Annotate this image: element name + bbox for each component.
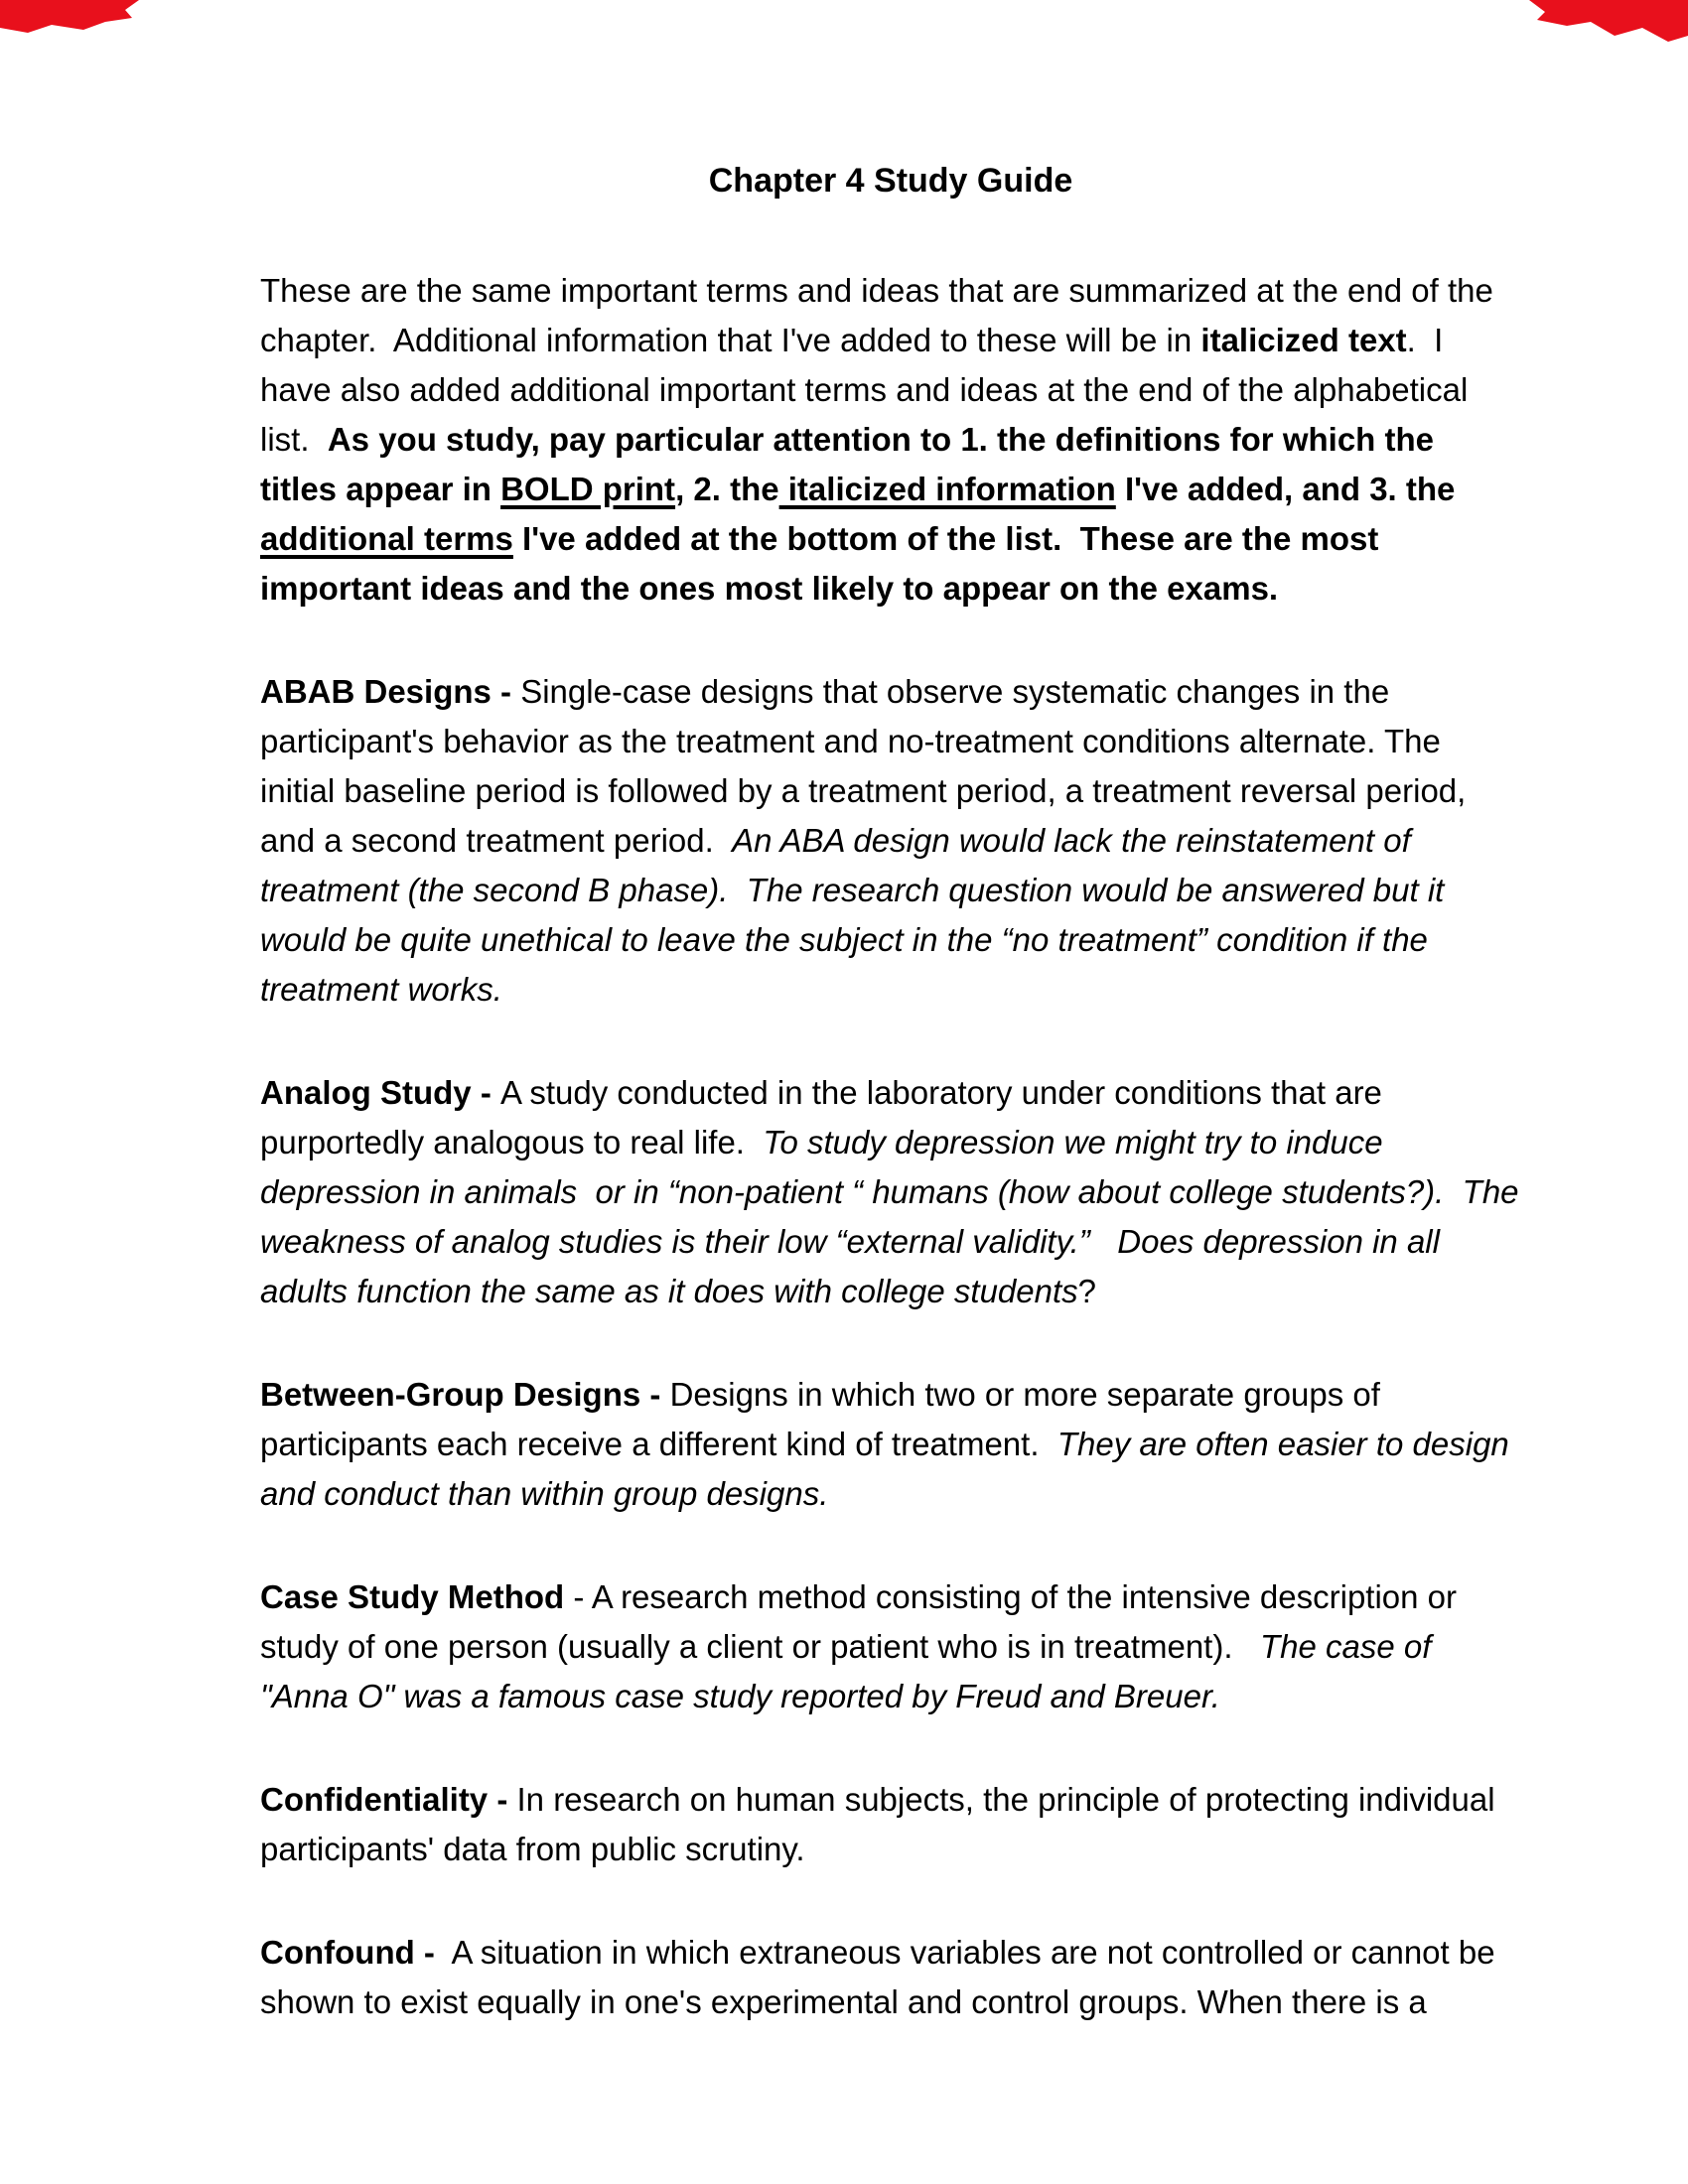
text-line — [260, 667, 1521, 717]
text-run: "Anna O" was a famous case study reported by Freud and Breuer. — [260, 1678, 1220, 1714]
text-run: . I — [1406, 322, 1444, 358]
text-run: These are the same important terms and ideas that are summarized at the end of the — [260, 272, 1493, 309]
red-corner-mark-top-right — [1529, 0, 1688, 46]
text-run: treatment (the second B phase). The research question would be answered but it — [260, 872, 1445, 908]
text-run: list. — [260, 421, 328, 458]
text-run: ABAB Designs - — [260, 673, 521, 710]
text-run: - A research method consisting of the intensive description or — [564, 1578, 1458, 1615]
paragraph — [260, 1068, 1521, 1316]
text-run: weakness of analog studies is their low “external validity.” Does depression in all — [260, 1223, 1440, 1260]
text-run: adults function the same as it does with college students — [260, 1273, 1078, 1309]
text-run: Confidentiality - — [260, 1781, 517, 1818]
text-run: The case of — [1260, 1628, 1432, 1665]
text-run: As you study, pay particular attention to 1. the definitions for which the — [327, 421, 1434, 458]
text-run: Between-Group Designs - — [260, 1376, 670, 1413]
text-line — [260, 1672, 1521, 1721]
paragraph — [260, 1775, 1521, 1874]
text-run: Analog Study - — [260, 1074, 500, 1111]
paragraph — [260, 1572, 1521, 1721]
paragraph — [260, 667, 1521, 1015]
text-run: ? — [1077, 1273, 1097, 1309]
text-run: titles appear in — [260, 471, 501, 507]
text-run: To study depression we might try to induce — [763, 1124, 1383, 1160]
text-run: have also added additional important terms and ideas at the end of the alphabetical — [260, 371, 1469, 408]
text-line — [260, 1267, 1521, 1316]
text-line — [260, 1167, 1521, 1217]
paragraph — [260, 1928, 1521, 2027]
text-run: chapter. Additional information that I've added to these will be in — [260, 322, 1201, 358]
text-run: , 2. the — [675, 471, 779, 507]
paragraph-list — [260, 266, 1521, 2027]
text-run: treatment works. — [260, 971, 502, 1008]
text-line — [260, 1118, 1521, 1167]
text-run: would be quite unethical to leave the subject in the “no treatment” condition if the — [260, 921, 1428, 958]
text-line — [260, 266, 1521, 316]
page-title: Chapter 4 Study Guide — [708, 162, 1073, 200]
text-line — [260, 316, 1521, 365]
text-line — [260, 1420, 1521, 1469]
text-line — [260, 465, 1521, 514]
text-run: italicized information — [778, 471, 1116, 507]
text-run: and conduct than within group designs. — [260, 1475, 829, 1512]
text-run: Single-case designs that observe systematic changes in the — [520, 673, 1390, 710]
text-run: I've added, and 3. the — [1115, 471, 1456, 507]
text-run: A study conducted in the laboratory under conditions that are — [500, 1074, 1382, 1111]
text-run: depression in animals or in “non-patient “ humans (how about college students?). The — [260, 1173, 1519, 1210]
paragraph — [260, 1370, 1521, 1519]
text-line — [260, 965, 1521, 1015]
text-line — [260, 717, 1521, 766]
text-line — [260, 1775, 1521, 1825]
text-line — [260, 1622, 1521, 1672]
text-run: Designs in which two or more separate groups of — [669, 1376, 1380, 1413]
text-run: Case Study Method — [260, 1578, 565, 1615]
text-line — [260, 915, 1521, 965]
text-run: participant's behavior as the treatment and no-treatment conditions alternate. The — [260, 723, 1441, 759]
text-line — [260, 1978, 1521, 2027]
text-run: In research on human subjects, the principle of protecting individual — [516, 1781, 1495, 1818]
text-run: A situation in which extraneous variables are not controlled or cannot be — [444, 1934, 1495, 1971]
text-run: purportedly analogous to real life. — [260, 1124, 764, 1160]
text-run: additional terms — [260, 520, 513, 557]
text-run: Confound - — [260, 1934, 445, 1971]
text-line — [260, 816, 1521, 866]
text-run: italicized text — [1200, 322, 1407, 358]
text-run: An ABA design would lack the reinstatement of — [732, 822, 1411, 859]
text-run: participants each receive a different kind of treatment. — [260, 1426, 1057, 1462]
text-line — [260, 766, 1521, 816]
document-content — [260, 160, 1521, 2027]
text-line — [260, 365, 1521, 415]
text-line — [260, 1370, 1521, 1420]
text-line — [260, 1217, 1521, 1267]
red-corner-mark-top-left — [0, 0, 149, 40]
text-run: They are often easier to design — [1056, 1426, 1509, 1462]
text-run: I've added at the bottom of the list. These are the most — [512, 520, 1379, 557]
text-run: and a second treatment period. — [260, 822, 733, 859]
paragraph — [260, 266, 1521, 614]
text-line — [260, 1068, 1521, 1118]
text-line — [260, 866, 1521, 915]
text-line — [260, 1469, 1521, 1519]
text-line — [260, 1825, 1521, 1874]
text-run: BOLD print — [500, 471, 676, 507]
text-line — [260, 514, 1521, 564]
text-line — [260, 415, 1521, 465]
text-run: shown to exist equally in one's experimental and control groups. When there is a — [260, 1983, 1427, 2020]
text-run: participants' data from public scrutiny. — [260, 1831, 805, 1867]
text-line — [260, 564, 1521, 614]
text-line — [260, 1928, 1521, 1978]
text-run: initial baseline period is followed by a treatment period, a treatment reversal period, — [260, 772, 1467, 809]
text-run: study of one person (usually a client or patient who is in treatment). — [260, 1628, 1261, 1665]
text-run: important ideas and the ones most likely to appear on the exams. — [260, 570, 1279, 607]
text-line — [260, 1572, 1521, 1622]
